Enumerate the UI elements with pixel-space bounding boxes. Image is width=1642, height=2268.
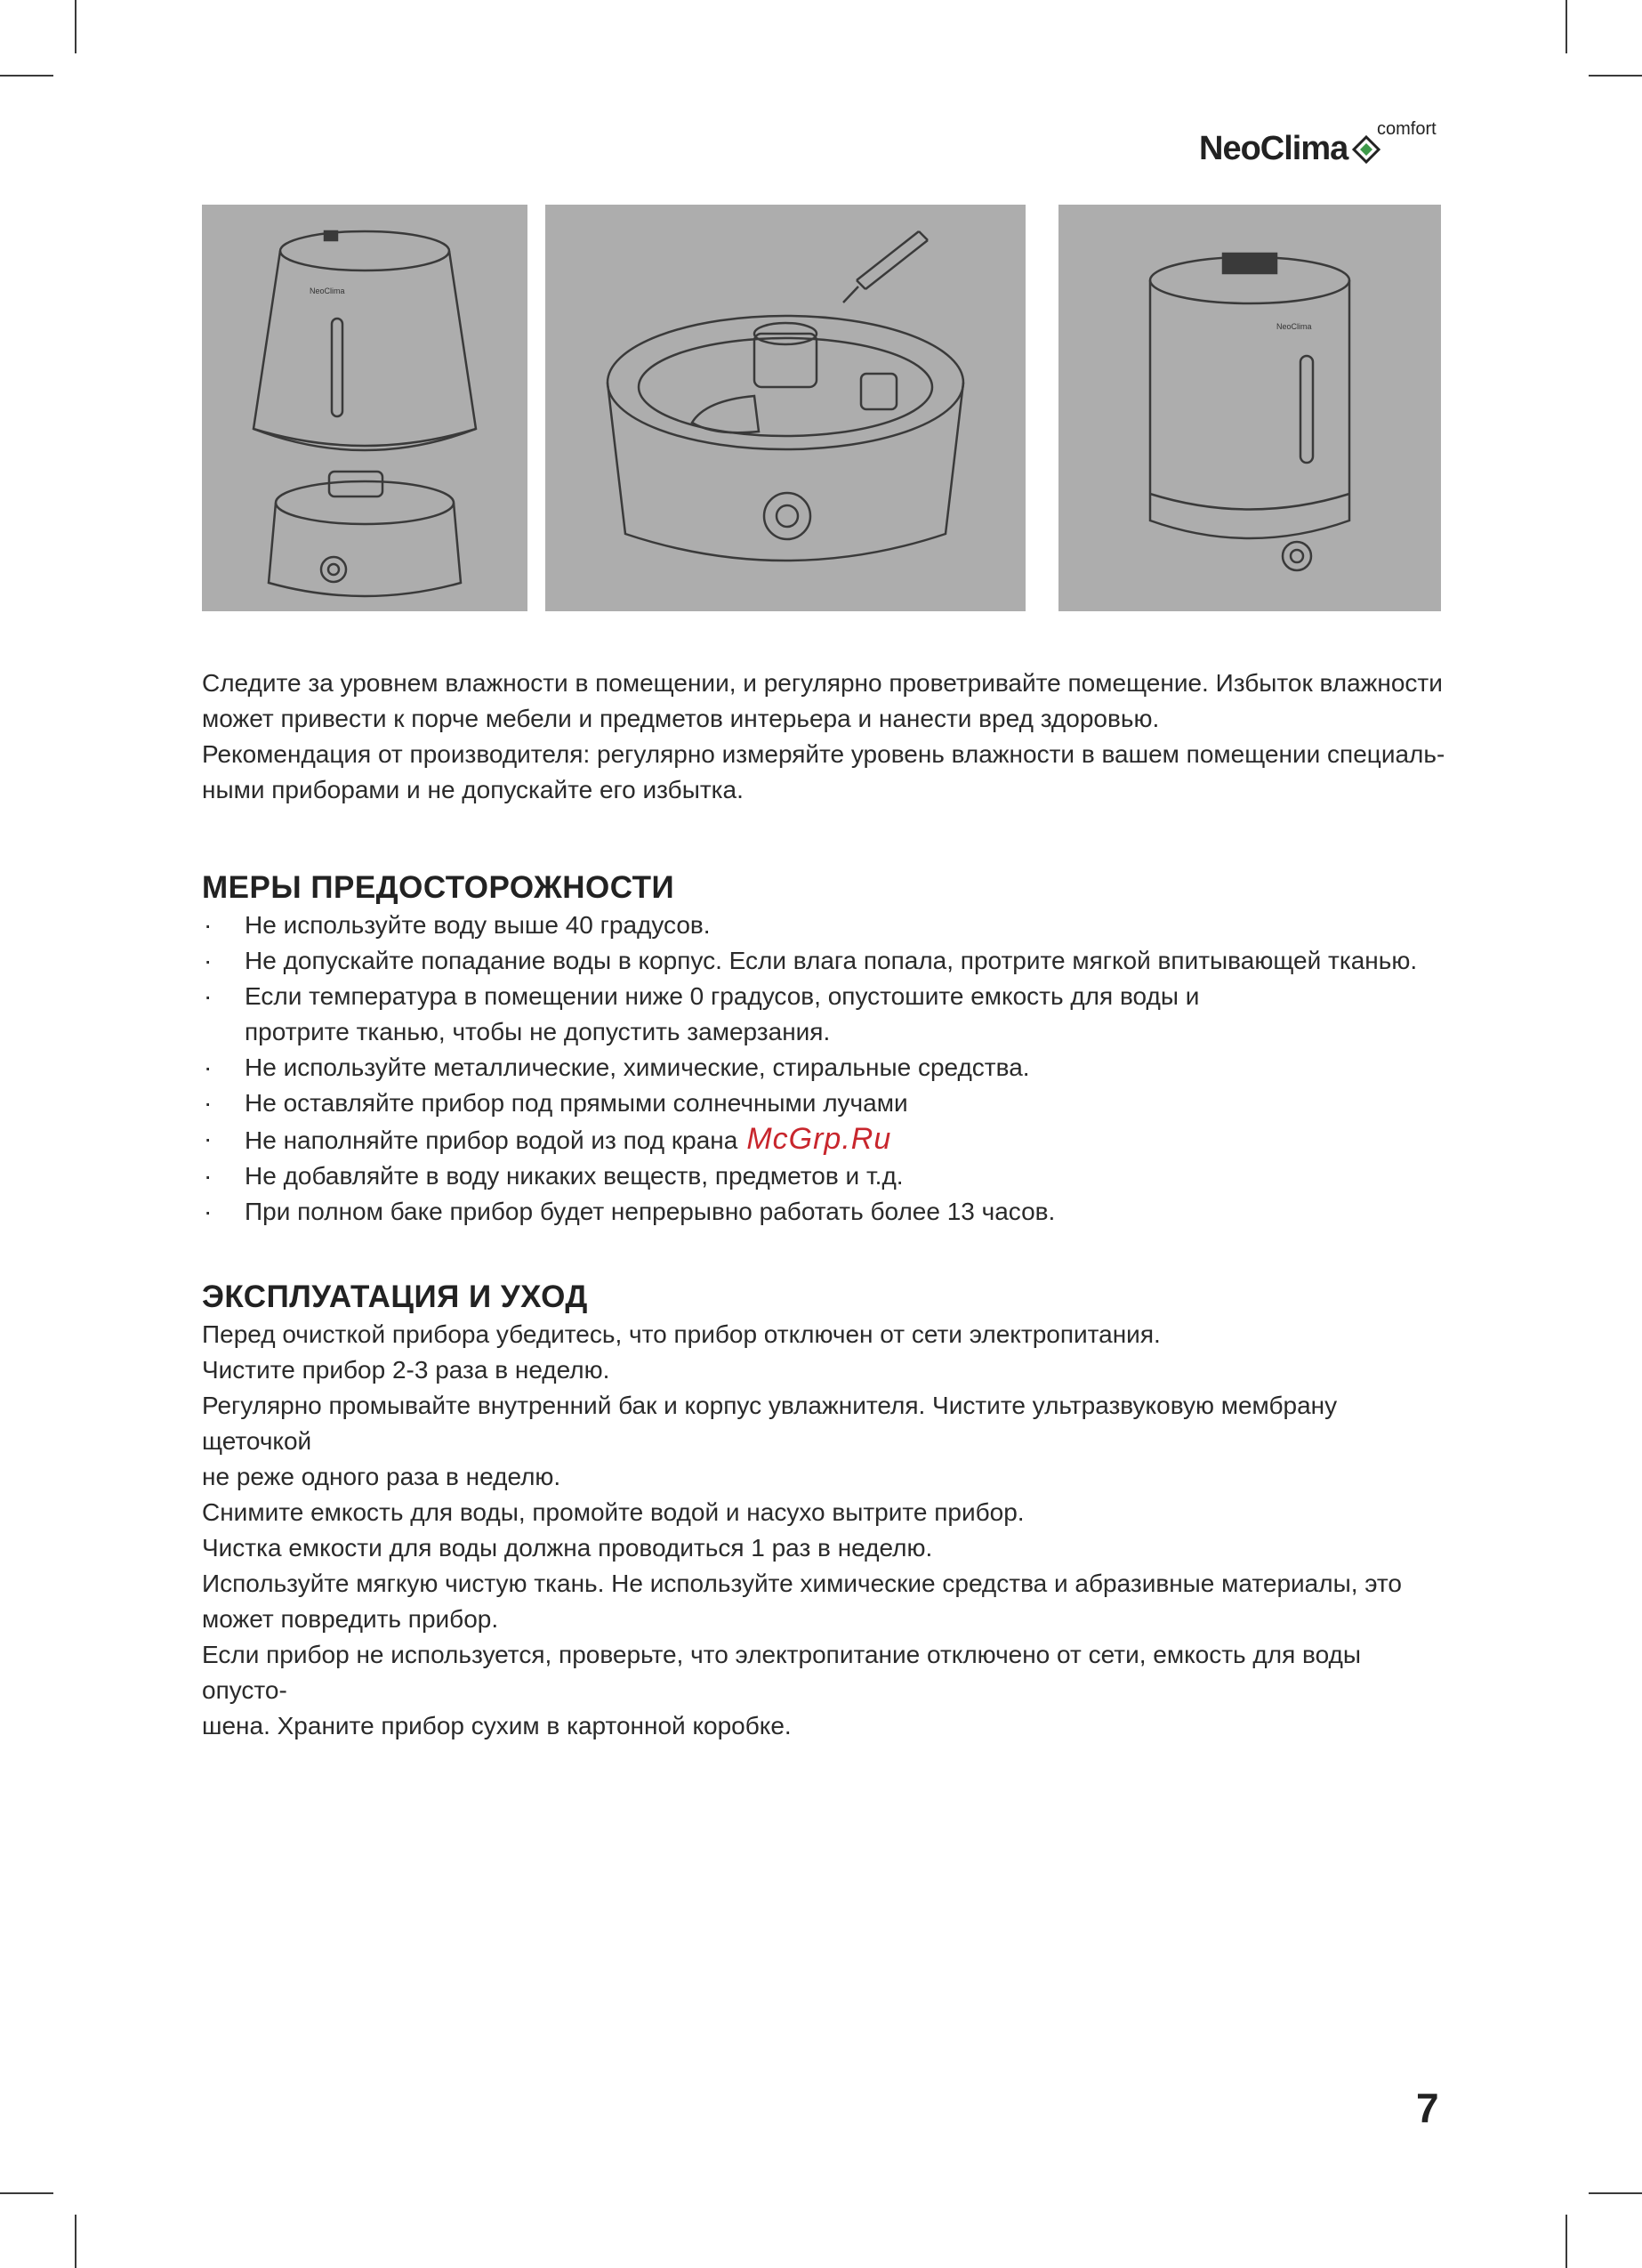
care-line: Используйте мягкую чистую ткань. Не используйте химические средства и абразивные материалы, это <box>202 1570 1403 1597</box>
care-line: шена. Храните прибор сухим в картонной коробке. <box>202 1712 792 1739</box>
crop-mark-top-right-v <box>1566 0 1567 53</box>
list-item: · Не добавляйте в воду никаких веществ, предметов и т.д. <box>202 1158 1447 1194</box>
care-title: ЭКСПЛУАТАЦИЯ И УХОД <box>202 1279 588 1314</box>
brand-sub: comfort <box>1377 119 1437 139</box>
intro-line: Рекомендация от производителя: регулярно измеряйте уровень влажности в вашем помещении специаль- <box>202 740 1445 768</box>
humidifier-base-dropper-illustration <box>545 205 1026 611</box>
humidifier-assembled-illustration <box>1058 205 1441 611</box>
precautions-list <box>202 908 1447 1230</box>
list-item: · Не допускайте попадание воды в корпус. Если влага попала, протрите мягкой впитывающей тканью. <box>202 943 1447 979</box>
figure-panel-3 <box>1058 205 1441 611</box>
care-line: Перед очисткой прибора убедитесь, что прибор отключен от сети электропитания. <box>202 1320 1161 1348</box>
intro-line: Следите за уровнем влажности в помещении, и регулярно проветривайте помещение. Избыток влажности <box>202 669 1443 697</box>
care-line: Снимите емкость для воды, промойте водой и насухо вытрите прибор. <box>202 1498 1025 1526</box>
care-line: может повредить прибор. <box>202 1605 499 1633</box>
crop-mark-bottom-right-v <box>1566 2215 1567 2268</box>
panel-3-brand-text: NeoClima <box>1276 322 1312 331</box>
crop-mark-top-right-h <box>1589 75 1642 77</box>
care-section <box>202 1278 1447 1744</box>
care-line: не реже одного раза в неделю. <box>202 1463 561 1490</box>
intro-line: ными приборами и не допускайте его избытка. <box>202 776 744 803</box>
care-line: Чистка емкости для воды должна проводиться 1 раз в неделю. <box>202 1534 933 1562</box>
panel-1-brand-text: NeoClima <box>310 287 345 295</box>
intro-paragraph <box>202 666 1447 808</box>
care-line: Чистите прибор 2-3 раза в неделю. <box>202 1356 610 1384</box>
precautions-title: МЕРЫ ПРЕДОСТОРОЖНОСТИ <box>202 870 675 905</box>
care-line: Регулярно промывайте внутренний бак и корпус увлажнителя. Чистите ультразвуковую мембрану щеточкой <box>202 1392 1338 1455</box>
precautions-section <box>202 868 1447 1230</box>
list-item: · При полном баке прибор будет непрерывно работать более 13 часов. <box>202 1194 1447 1230</box>
list-item: · Если температура в помещении ниже 0 градусов, опустошите емкость для воды и протрите тканью, чтобы не допустить замерзания. <box>202 979 1447 1050</box>
care-line: Если прибор не используется, проверьте, что электропитание отключено от сети, емкость для воды опусто- <box>202 1641 1362 1704</box>
crop-mark-top-left-h <box>0 75 53 77</box>
page-number: 7 <box>1416 2085 1439 2131</box>
crop-mark-bottom-left-h <box>0 2192 53 2194</box>
brand-name: NeoClima <box>1199 130 1348 167</box>
crop-mark-top-left-v <box>75 0 76 53</box>
humidifier-disassembled-illustration <box>202 205 527 611</box>
crop-mark-bottom-left-v <box>75 2215 76 2268</box>
list-item: · Не используйте воду выше 40 градусов. <box>202 908 1447 943</box>
figure-panel-1 <box>202 205 527 611</box>
intro-line: может привести к порче мебели и предметов интерьера и нанести вред здоровью. <box>202 705 1160 732</box>
figure-panel-2 <box>545 205 1026 611</box>
watermark-text: McGrp.Ru <box>746 1122 892 1156</box>
list-item: · Не используйте металлические, химические, стиральные средства. <box>202 1050 1447 1086</box>
list-item: · Не наполняйте прибор водой из под крана McGrp.Ru <box>202 1121 1447 1158</box>
crop-mark-bottom-right-h <box>1589 2192 1642 2194</box>
list-item: · Не оставляйте прибор под прямыми солнечными лучами <box>202 1086 1447 1121</box>
